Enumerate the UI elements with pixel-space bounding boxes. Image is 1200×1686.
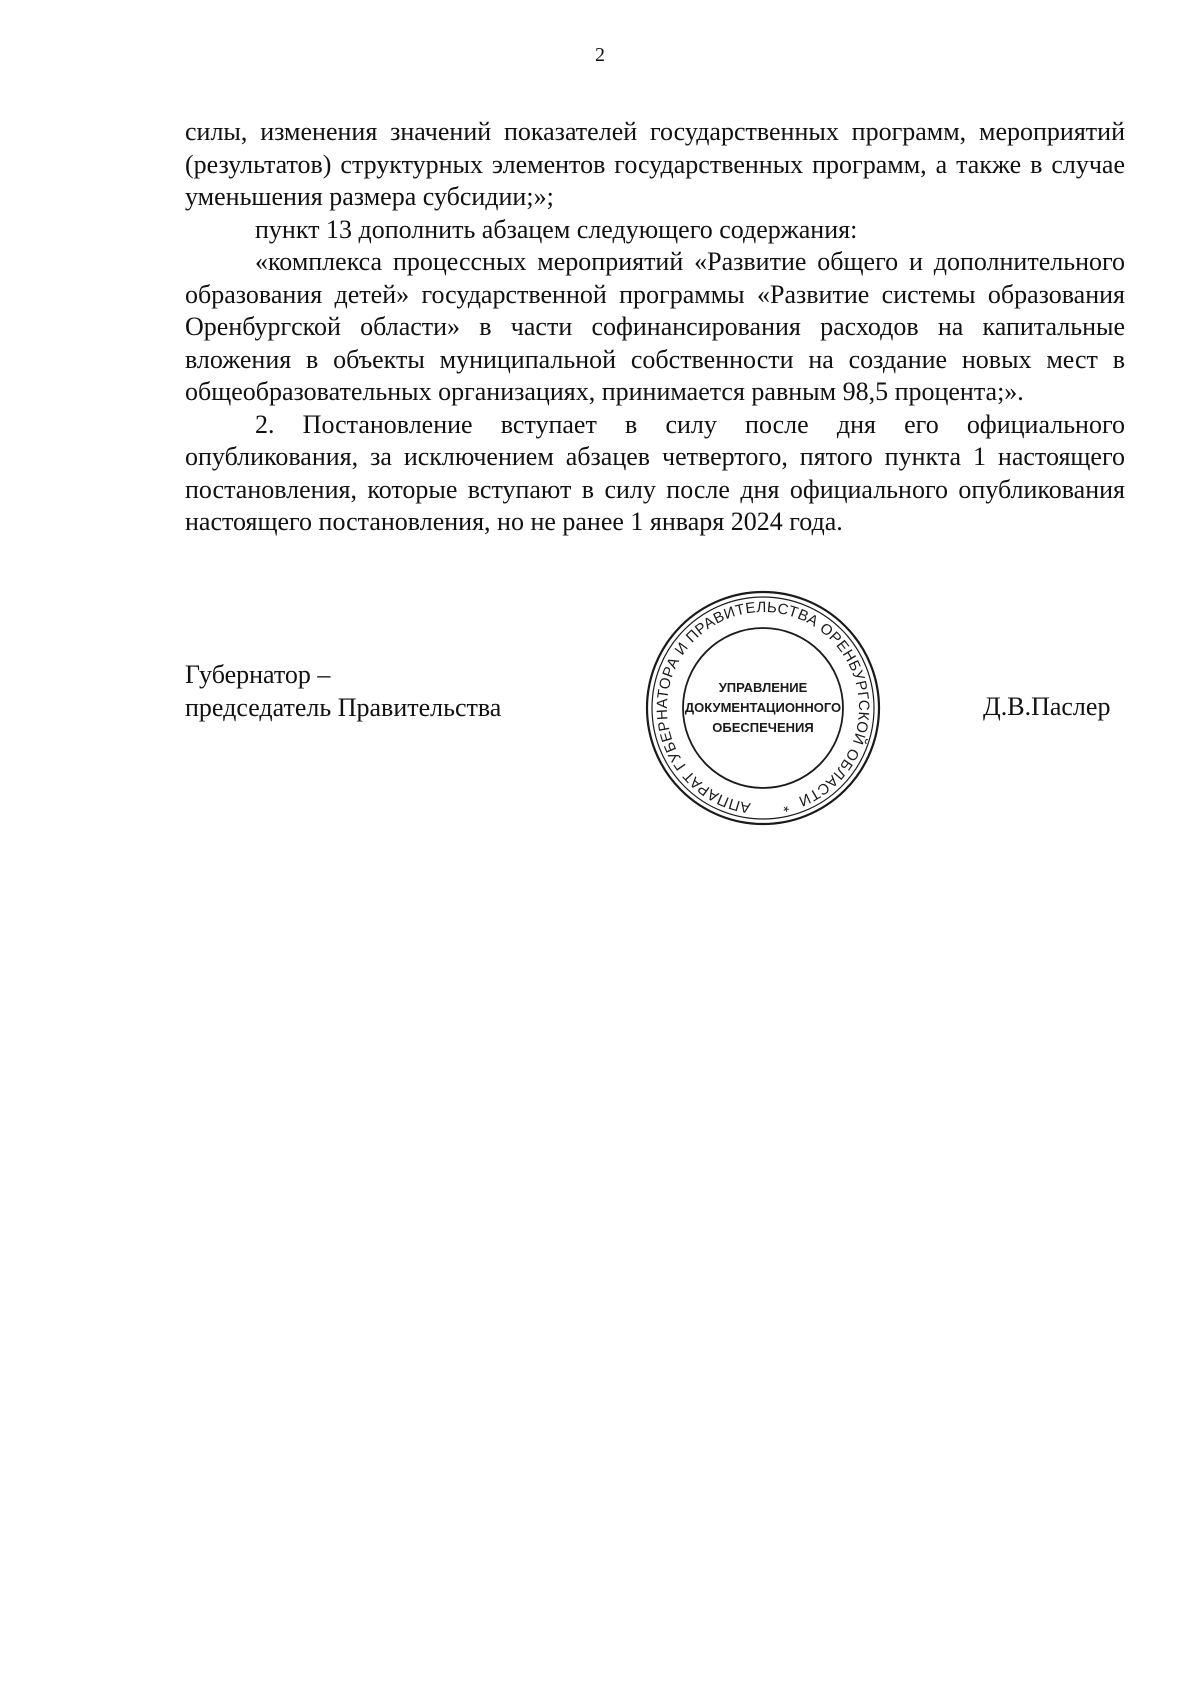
document-body: [185, 116, 1125, 539]
signatory-name: Д.В.Паслер: [983, 692, 1111, 721]
seal-center-line-2: ДОКУМЕНТАЦИОННОГО: [684, 700, 842, 715]
seal-ring-text-content: АППАРАТ ГУБЕРНАТОРА И ПРАВИТЕЛЬСТВА ОРЕНБУРГСКОЙ ОБЛАСТИ: [653, 598, 873, 817]
signatory-position-line-2: председатель Правительства: [185, 693, 502, 722]
seal-center-line-1: УПРАВЛЕНИЕ: [718, 680, 808, 695]
page-number: 2: [595, 44, 605, 66]
official-seal: [643, 588, 883, 828]
seal-star: *: [780, 797, 791, 816]
signatory-position: [185, 658, 501, 724]
paragraph-amendment-text: «комплекса процессных мероприятий «Развитие общего и дополнительного образования детей» государственной программы «Развитие системы образования Оренбургской области» в части софинансирования расходов на капитальные вложения в объекты муниципальной собственности на создание новых мест в общеобразовательных организациях, принимается равным 98,5 процента;».: [185, 247, 1125, 406]
seal-graphic: [643, 588, 883, 828]
paragraph-effective-date: 2. Постановление вступает в силу после дня его официального опубликования, за исключением абзацев четвертого, пятого пункта 1 настоящего постановления, которые вступают в силу после дня официального опубликования настоящего постановления, но не ранее 1 января 2024 года.: [185, 409, 1125, 536]
signatory-position-line-1: Губернатор –: [185, 660, 331, 689]
paragraph-amendment-intro: пункт 13 дополнить абзацем следующего содержания:: [255, 214, 858, 244]
seal-center-line-3: ОБЕСПЕЧЕНИЯ: [712, 720, 814, 735]
paragraph-continuation: силы, изменения значений показателей государственных программ, мероприятий (результатов) структурных элементов государственных программ, а также в случае уменьшения размера субсидии;»;: [185, 117, 1125, 211]
